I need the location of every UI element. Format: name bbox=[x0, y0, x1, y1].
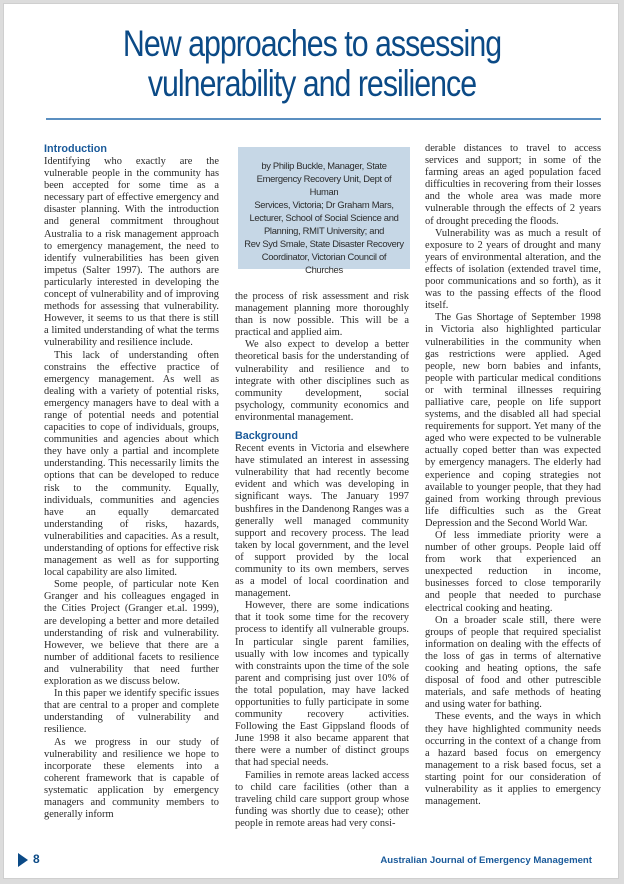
author-byline-box bbox=[238, 147, 410, 275]
byline-line: Coordinator, Victorian Council of Churches bbox=[261, 251, 387, 275]
paragraph: Some people, of particular note Ken Granger and his colleagues engaged in the Cities Project (Granger et.al. 1999), are developing a better and more detailed understanding of risk and vulnerability. However, we believe that there are a number of additional facets to resilience and vulnerability that need further exploration as we discuss below. bbox=[44, 579, 219, 688]
journal-name: Australian Journal of Emergency Management bbox=[380, 855, 592, 866]
section-heading-introduction: Introduction bbox=[44, 143, 107, 155]
paragraph: The Gas Shortage of September 1998 in Victoria also highlighted particular vulnerabilities in the community when gas restrictions were applied. Aged people, new born babies and infants, people with particular medical conditions or with terminal illnesses requiring palliative care, people on life support systems, and the disabled all had special requirements for support. Yet many of the aged who were expected to be vulnerable actually coped better than was expected by emergency managers. The elderly had experience and coping strategies not available to younger people, that they had gained from working through previous life difficulties such as the Great Depression and the Second World War. bbox=[425, 312, 601, 529]
article-title bbox=[59, 24, 564, 104]
paragraph: As we progress in our study of vulnerability and resilience we hope to incorporate these elements into a coherent framework that is capable of systematic application by emergency managers and community members to generally inform bbox=[44, 736, 219, 821]
paragraph: Vulnerability was as much a result of exposure to 2 years of drought and many years of environmental alteration, and the effects of isolation (extended travel time, poor communications and so forth), as it was to the passing effects of the flood itself. bbox=[425, 227, 601, 312]
paragraph: Of less immediate priority were a number of other groups. People laid off from work that experienced an unexpected reduction in income, businesses forced to close temporarily and people that needed to purchase electrical cooking and heating. bbox=[425, 530, 601, 614]
byline-line: Services, Victoria; Dr Graham Mars, bbox=[254, 199, 394, 210]
journal-page bbox=[3, 3, 619, 879]
page-number: 8 bbox=[33, 852, 40, 866]
paragraph: This lack of understanding often constrains the effective practice of emergency management. As well as dealing with a variety of potential risks, emergency managers have to deal with a range of potential needs and potential capacities to cope of individuals, groups, communities and agencies about which they have only a partial and incomplete understanding. This necessarily limits the options that can be developed to reduce risk to the community. Equally, individuals, communities and agencies have an equally demarcated understanding of risks, hazards, vulnerabilities and capacities. As a result, understanding of options for effective risk management as well as for supporting local capability are also limited. bbox=[44, 349, 219, 579]
paragraph: These events, and the ways in which they have highlighted community needs occurring in the context of a change from a hazard based focus on emergency management to a risk based focus, set a starting point for our consideration of vulnerability as it applies to emergency management. bbox=[425, 711, 601, 808]
title-divider bbox=[46, 118, 601, 120]
column-2 bbox=[235, 291, 409, 830]
byline-line: Rev Syd Smale, State Disaster Recovery bbox=[244, 238, 404, 249]
column-3 bbox=[425, 143, 601, 808]
article-title-line-1: New approaches to assessing bbox=[122, 23, 502, 64]
paragraph: Recent events in Victoria and elsewhere have stimulated an interest in assessing vulnerability that had recently become evident and which was developing in significant ways. The January 1997 bushfires in the Dandenong Ranges was a generally well managed community support and recovery process. The lead taken by local government, and the level of support provided by the local community to its own members, serves as a model of local coordination and management. bbox=[235, 443, 409, 600]
column-1 bbox=[44, 143, 219, 821]
paragraph: On a broader scale still, there were groups of people that required specialist information on dealing with the effects of the loss of gas in terms of alternative cooking and heating options, the safe disposal of food and other putrescible materials, and safe methods of heating and using water for bathing. bbox=[425, 614, 601, 711]
paragraph: We also expect to develop a better theoretical basis for the understanding of vulnerability and resilience and to integrate with other disciplines such as community development, social psychology, community economics and environmental management. bbox=[235, 339, 409, 423]
byline-line: Lecturer, School of Social Science and bbox=[249, 212, 399, 223]
paragraph: the process of risk assessment and risk management planning more thoroughly than is now possible. This will be a practical and applied aim. bbox=[235, 291, 409, 339]
section-heading-background: Background bbox=[235, 430, 298, 443]
paragraph: Families in remote areas lacked access to child care facilities (other than a traveling child care support group whose funding was shortly due to cease); other people in remote areas had very consi- bbox=[235, 769, 409, 829]
paragraph: derable distances to travel to access services and support; in some of the farming areas an aged population faced difficulties in recovering from their losses and the whole area was made more vulnerable through the effects of 2 years of drought preceding the floods. bbox=[425, 143, 601, 227]
paragraph: In this paper we identify specific issues that are central to a proper and complete understanding of vulnerability and resilience. bbox=[44, 688, 219, 736]
byline-line: by Philip Buckle, Manager, State bbox=[261, 160, 387, 171]
article-title-line-2: vulnerability and resilience bbox=[147, 63, 477, 104]
triangle-right-icon bbox=[18, 853, 28, 867]
byline-line: Emergency Recovery Unit, Dept of Human bbox=[256, 173, 392, 197]
byline-line: Planning, RMIT University; and bbox=[263, 225, 385, 236]
paragraph: However, there are some indications that it took some time for the recovery process to identify all vulnerable groups. In particular single parent families, usually with low incomes and typically with constraints upon the time of the sole parent and comprising just over 10% of the total population, may have lacked opportunities to fully participate in some community recovery activities. Following the East Gippsland floods of June 1998 it also became apparent that there were a number of distinct groups that had special needs. bbox=[235, 600, 409, 769]
paragraph: Identifying who exactly are the vulnerable people in the community has been accepted for some time as a necessary part of effective emergency and disaster planning. With the introduction and general commitment throughout Australia to a risk management approach to emergency management, the need to identify vulnerabilities has been given impetus (Salter 1997). The authors are particularly interested in developing the concept of vulnerability and of improving methods for assessing that vulnerability. However, it seems to us that there is still a limited understanding of what the terms vulnerability and resilience include. bbox=[44, 156, 219, 349]
